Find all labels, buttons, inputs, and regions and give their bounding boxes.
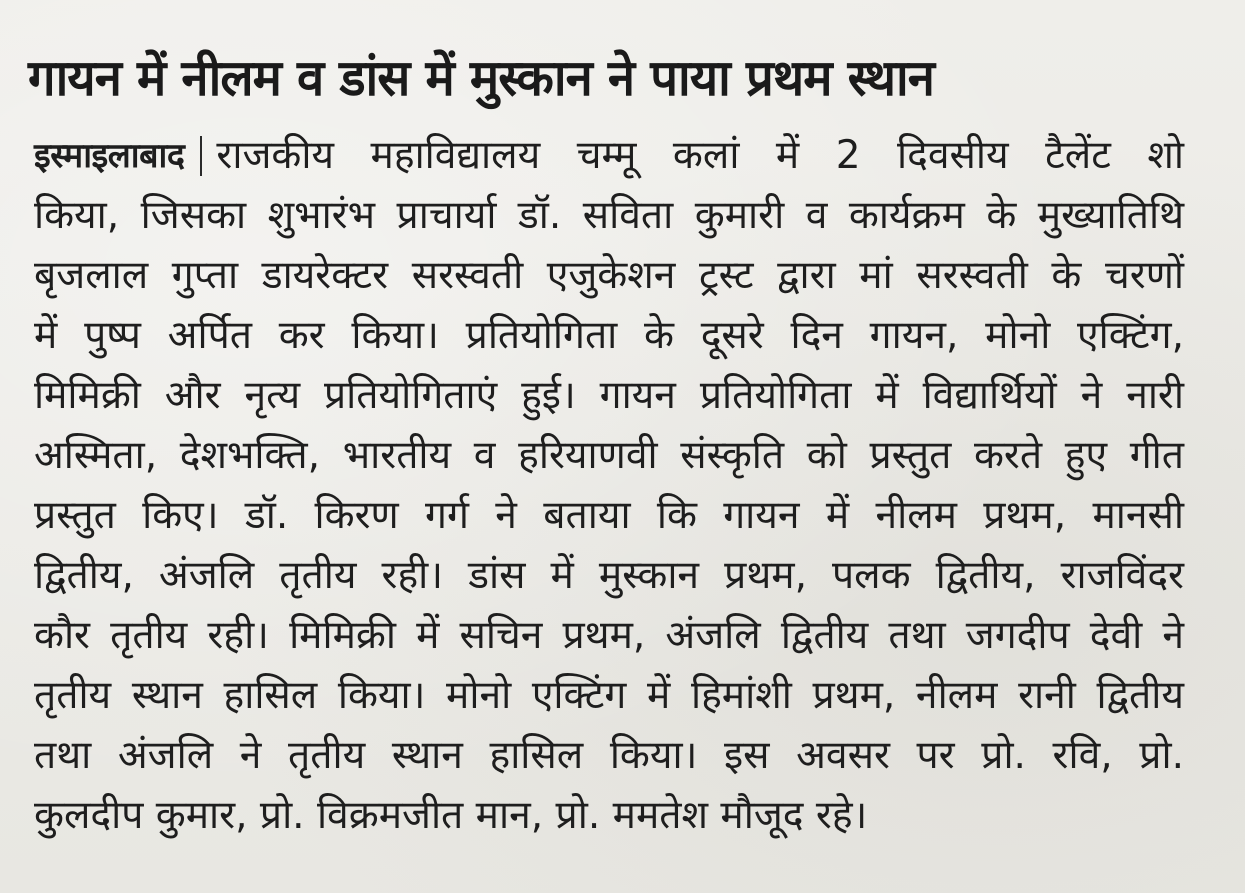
- body-line: कुलदीप कुमार, प्रो. विक्रमजीत मान, प्रो. ममतेश मौजूद रहे।: [34, 793, 868, 838]
- body-line: बृजलाल गुप्ता डायरेक्टर सरस्वती एजुकेशन ट्रस्ट द्वारा मां सरस्वती के चरणों: [34, 253, 1184, 298]
- first-line: [34, 126, 1184, 186]
- body-line: कौर तृतीय रही। मिमिक्री में सचिन प्रथम, अंजलि द्वितीय तथा जगदीप देवी ने: [34, 613, 1184, 658]
- body-line: तथा अंजलि ने तृतीय स्थान हासिल किया। इस अवसर पर प्रो. रवि, प्रो.: [34, 733, 1184, 778]
- body-line: मिमिक्री और नृत्य प्रतियोगिताएं हुई। गायन प्रतियोगिता में विद्यार्थियों ने नारी: [34, 373, 1184, 418]
- body-line: अस्मिता, देशभक्ति, भारतीय व हरियाणवी संस्कृति को प्रस्तुत करते हुए गीत: [34, 433, 1184, 478]
- body-line: तृतीय स्थान हासिल किया। मोनो एक्टिंग में हिमांशी प्रथम, नीलम रानी द्वितीय: [34, 673, 1184, 718]
- body-line: में पुष्प अर्पित कर किया। प्रतियोगिता के दूसरे दिन गायन, मोनो एक्टिंग,: [34, 313, 1184, 358]
- dateline-separator: [200, 136, 202, 176]
- body-line: राजकीय महाविद्यालय चम्मू कलां में 2 दिवसीय टैलेंट शो: [216, 133, 1184, 178]
- body-line: प्रस्तुत किए। डॉ. किरण गर्ग ने बताया कि गायन में नीलम प्रथम, मानसी: [34, 493, 1184, 538]
- article-body: [34, 126, 1209, 846]
- body-line: किया, जिसका शुभारंभ प्राचार्या डॉ. सविता कुमारी व कार्यक्रम के मुख्यातिथि: [34, 193, 1184, 238]
- headline: गायन में नीलम व डांस में मुस्कान ने पाया प्रथम स्थान: [28, 49, 934, 107]
- dateline: इस्माइलाबाद: [34, 136, 185, 176]
- body-line: द्वितीय, अंजलि तृतीय रही। डांस में मुस्कान प्रथम, पलक द्वितीय, राजविंदर: [34, 553, 1184, 598]
